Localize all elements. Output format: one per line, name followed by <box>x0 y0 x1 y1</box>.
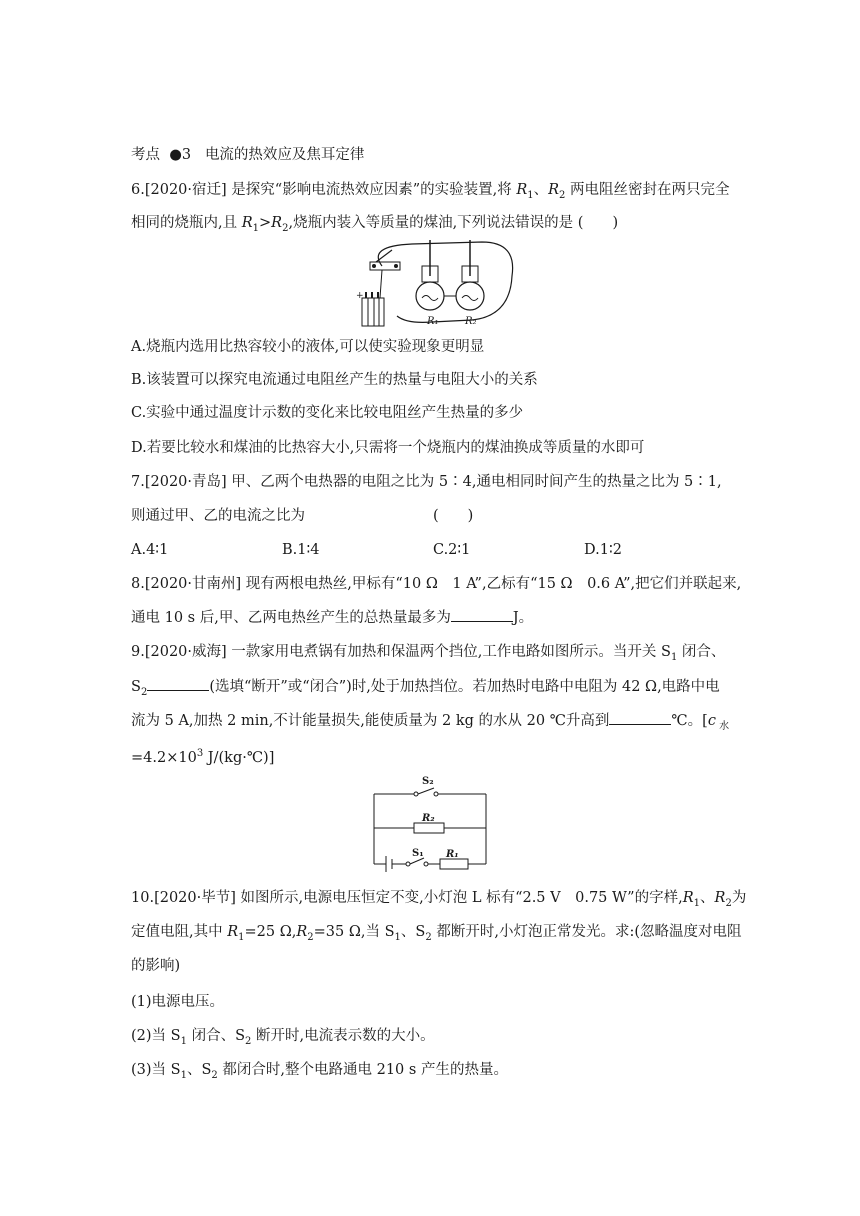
q6-option-d: D.若要比较水和煤油的比热容大小,只需将一个烧瓶内的煤油换成等质量的水即可 <box>131 440 645 456</box>
q6-line1 <box>131 180 730 206</box>
q10-number: 10. <box>131 890 155 906</box>
q6-text-2a: 相同的烧瓶内,且 <box>131 215 242 231</box>
r2-sub: 2 <box>559 189 566 201</box>
fig6-label-r1: R₁ <box>427 316 439 327</box>
q10-sub2-s1: 1 <box>180 1035 187 1047</box>
q9-answer-blank-1[interactable] <box>147 676 209 691</box>
q10-sub2-c: 断开时,电流表示数的大小。 <box>251 1028 435 1044</box>
section-prefix: 考点 <box>131 147 160 163</box>
q10-text-2c: =35 Ω,当 S <box>313 924 395 940</box>
q6-line2 <box>131 213 618 239</box>
q9-line2 <box>131 676 720 703</box>
q8-source: [2020·甘南州] <box>144 576 242 592</box>
q10-sub3-c: 都闭合时,整个电路通电 210 s 产生的热量。 <box>217 1062 508 1078</box>
svg-text:+: + <box>356 291 364 301</box>
q7-text-1: 甲、乙两个电热器的电阻之比为 5∶4,通电相同时间产生的热量之比为 5∶1, <box>226 474 722 490</box>
section-bullet: ●3 <box>169 147 192 163</box>
q7-text-2: 则通过甲、乙的电流之比为 <box>131 508 305 524</box>
q6-number: 6. <box>131 182 145 198</box>
q7-source: [2020·青岛] <box>144 474 227 490</box>
q6-sep: 、 <box>533 182 549 198</box>
q10-text-2d: 、S <box>400 924 426 940</box>
q6-answer-paren: ( ) <box>577 215 619 231</box>
q10-r1-b: R <box>227 924 239 940</box>
q9-source: [2020·威海] <box>144 644 227 660</box>
q6-option-c: C.实验中通过温度计示数的变化来比较电阻丝产生热量的多少 <box>131 405 524 421</box>
q10-text-2b: =25 Ω, <box>244 924 297 940</box>
q8-line1 <box>131 574 741 594</box>
q9-answer-blank-2[interactable] <box>609 710 671 725</box>
fig6-label-r2: R₂ <box>465 316 477 327</box>
q10-r1-sub: 1 <box>693 897 701 909</box>
q10-s1-sub: 1 <box>394 931 401 943</box>
q10-sub3-a: (3)当 S <box>131 1062 181 1078</box>
q8-answer-blank[interactable] <box>451 607 513 622</box>
q10-r1-sub-b: 1 <box>238 931 245 943</box>
q7-line1 <box>131 472 722 492</box>
fig9-label-r1: R₁ <box>446 849 459 860</box>
q10-r2: R <box>714 890 726 906</box>
r1-sub-2: 1 <box>252 222 260 234</box>
q9-text-3b: ℃。[ <box>671 713 708 729</box>
r1-symbol-2: R <box>241 215 253 231</box>
q10-text-1: 如图所示,电源电压恒定不变,小灯泡 L 标有“2.5 V 0.75 W”的字样, <box>235 890 683 906</box>
r2-symbol: R <box>548 182 560 198</box>
q8-text-2b: J。 <box>512 610 534 626</box>
q10-r2-b: R <box>296 924 308 940</box>
q10-r2-sub-b: 2 <box>307 931 314 943</box>
q9-circuit-figure <box>366 768 494 872</box>
q10-text-2a: 定值电阻,其中 <box>131 924 228 940</box>
q10-sep: 、 <box>700 890 715 906</box>
q10-sub2 <box>131 1026 435 1052</box>
q10-sub3-s1: 1 <box>180 1069 187 1081</box>
q8-line2 <box>131 607 533 628</box>
q9-c-symbol: c <box>707 713 716 729</box>
q10-sub3-b: 、S <box>186 1062 212 1078</box>
fig9-label-s2: S₂ <box>422 776 434 787</box>
q7-answer-paren: ( ) <box>433 508 474 524</box>
q8-text-2a: 通电 10 s 后,甲、乙两电热丝产生的总热量最多为 <box>131 610 451 626</box>
q9-s1-sub: 1 <box>670 651 678 663</box>
q10-line1 <box>131 888 746 914</box>
q9-text-3a: 流为 5 A,加热 2 min,不计能量损失,能使质量为 2 kg 的水从 20 ℃升高到 <box>131 713 610 729</box>
q10-r2-sub: 2 <box>725 897 732 909</box>
q10-r1: R <box>682 890 694 906</box>
q10-s2-sub: 2 <box>425 931 432 943</box>
q6-text-2b: ,烧瓶内装入等质量的煤油,下列说法错误的是 <box>288 215 574 231</box>
q10-sub2-b: 闭合、S <box>186 1028 246 1044</box>
gt-sign: > <box>259 215 272 231</box>
q10-sub3 <box>131 1060 508 1086</box>
q6-option-a: A.烧瓶内选用比热容较小的液体,可以使实验现象更明显 <box>131 339 485 355</box>
section-header <box>131 145 364 165</box>
q6-source: [2020·宿迁] <box>144 182 227 198</box>
q9-line4 <box>131 744 274 768</box>
q9-c-sub: 水 <box>715 720 730 732</box>
q10-line3: 的影响) <box>131 958 181 974</box>
r2-symbol-2: R <box>271 215 283 231</box>
q7-option-c: C.2∶1 <box>433 542 471 558</box>
q7-option-b: B.1∶4 <box>282 542 320 558</box>
r1-symbol: R <box>516 182 528 198</box>
q6-option-b: B.该装置可以探究电流通过电阻丝产生的热量与电阻大小的关系 <box>131 372 538 388</box>
q9-text-1a: 一款家用电煮锅有加热和保温两个挡位,工作电路如图所示。当开关 S <box>226 644 671 660</box>
fig9-label-r2: R₂ <box>422 813 435 824</box>
q6-text-1: 是探究“影响电流热效应因素”的实验装置,将 <box>226 182 517 198</box>
r1-sub: 1 <box>527 189 534 201</box>
q9-text-4b: J/(kg·℃)] <box>203 749 275 766</box>
q9-text-4a: =4.2×10 <box>131 749 197 766</box>
q9-text-1b: 闭合、 <box>677 644 726 660</box>
q9-line1 <box>131 642 725 668</box>
r2-sub-2: 2 <box>282 222 289 234</box>
q10-sub2-s2: 2 <box>245 1035 252 1047</box>
q10-text-2e: 都断开时,小灯泡正常发光。求:(忽略温度对电阻 <box>431 924 742 940</box>
q7-option-a: A.4∶1 <box>131 542 169 558</box>
q10-sub2-a: (2)当 S <box>131 1028 181 1044</box>
q10-sub3-s2: 2 <box>211 1069 218 1081</box>
q7-line2 <box>131 506 305 526</box>
q10-sub1: (1)电源电压。 <box>131 994 225 1010</box>
q8-number: 8. <box>131 576 145 592</box>
q9-text-2a: S <box>131 679 141 695</box>
q9-number: 9. <box>131 644 145 660</box>
q9-exp: 3 <box>196 748 204 759</box>
q10-line2 <box>131 922 742 948</box>
q9-s2-sub: 2 <box>140 686 148 698</box>
fig9-label-s1: S₁ <box>412 848 424 859</box>
section-title: 电流的热效应及焦耳定律 <box>204 147 365 163</box>
q10-text-1b: 为 <box>731 890 747 906</box>
q10-source: [2020·毕节] <box>154 890 236 906</box>
q7-option-d: D.1∶2 <box>584 542 622 558</box>
q8-text-1: 现有两根电热丝,甲标有“10 Ω 1 A”,乙标有“15 Ω 0.6 A”,把它们并联起来, <box>241 576 742 592</box>
q9-text-2b: (选填“断开”或“闭合”)时,处于加热挡位。若加热时电路中电阻为 42 Ω,电路中电 <box>209 679 720 695</box>
q6-text-1b: 两电阻丝密封在两只完全 <box>565 182 730 198</box>
q6-apparatus-figure <box>352 236 524 330</box>
q9-line3 <box>131 710 729 737</box>
q7-number: 7. <box>131 474 145 490</box>
